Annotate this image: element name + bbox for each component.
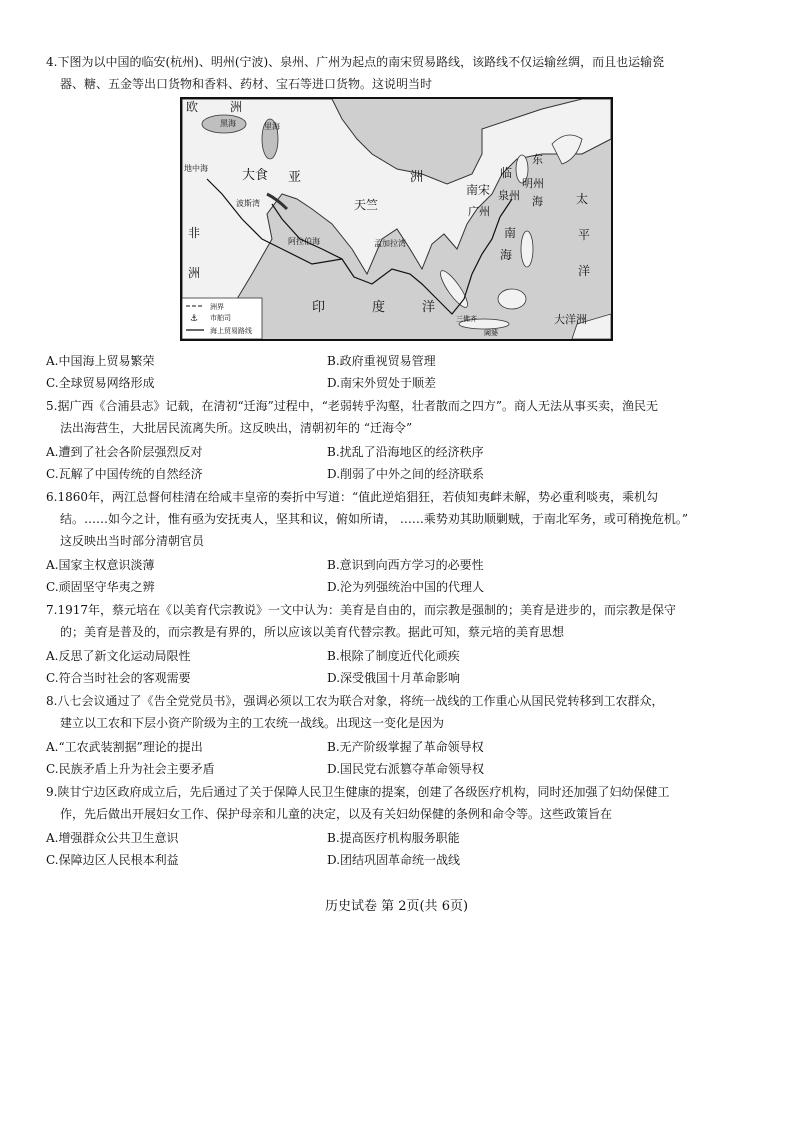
q8-option-a[interactable]: A.“工农武装割据”理论的提出 xyxy=(46,740,203,754)
label-asia-ya: 亚 xyxy=(288,170,302,185)
question-6-stem xyxy=(46,486,756,552)
label-lin: 临 xyxy=(500,166,513,180)
q7-option-a[interactable]: A.反思了新文化运动局限性 xyxy=(46,649,191,663)
label-pacific-tai: 太 xyxy=(576,192,589,206)
q4-option-a[interactable]: A.中国海上贸易繁荣 xyxy=(46,354,155,368)
label-persian-gulf: 波斯湾 xyxy=(236,199,260,208)
anchor-icon: ⚓ xyxy=(190,314,199,324)
label-black-sea: 黑海 xyxy=(220,119,236,128)
label-pacific-ping: 平 xyxy=(578,228,591,242)
legend-boundary: 洲界 xyxy=(210,303,224,311)
question-9-options-row-1 xyxy=(46,827,756,849)
question-8-line-1: 8.八七会议通过了《告全党党员书》，强调必须以工农为联合对象，将统一战线的工作重心从国民党转移到工农群众， xyxy=(46,694,664,708)
label-arabian-sea: 阿拉伯海 xyxy=(288,237,320,246)
label-europe-zhou: 洲 xyxy=(230,100,243,114)
q9-option-b[interactable]: B.提高医疗机构服务职能 xyxy=(327,831,460,845)
label-oceania: 大洋洲 xyxy=(554,313,587,326)
label-quanzhou: 泉州 xyxy=(498,189,520,202)
q7-option-b[interactable]: B.根除了制度近代化顽疾 xyxy=(327,649,460,663)
question-7-line-1: 7.1917年，蔡元培在《以美育代宗教说》一文中认为：美育是自由的，而宗教是强制的；美育是进步的，而宗教是保守 xyxy=(46,603,676,617)
q5-option-a[interactable]: A.遭到了社会各阶层强烈反对 xyxy=(46,445,203,459)
question-6-line-3: 这反映出当时部分清朝官员 xyxy=(60,534,205,548)
question-4-stem xyxy=(46,51,756,95)
q6-option-a[interactable]: A.国家主权意识淡薄 xyxy=(46,558,155,572)
q4-option-b[interactable]: B.政府重视贸易管理 xyxy=(327,354,436,368)
question-7-options-row-1 xyxy=(46,645,756,667)
question-8-options-row-1 xyxy=(46,736,756,758)
question-6-options-row-1 xyxy=(46,554,756,576)
question-5-line-1: 5.据广西《合浦县志》记载，在清初“迁海”过程中，“老弱转乎沟壑，壮者散而之四方”。商人无法从事买卖，渔民无 xyxy=(46,399,658,413)
question-6-options-row-2 xyxy=(46,576,756,598)
map-svg xyxy=(182,99,611,339)
label-shepo: 阇婆 xyxy=(484,329,498,337)
q8-option-c[interactable]: C.民族矛盾上升为社会主要矛盾 xyxy=(46,762,215,776)
q5-option-c[interactable]: C.瓦解了中国传统的自然经济 xyxy=(46,467,203,481)
q7-option-c[interactable]: C.符合当时社会的客观需要 xyxy=(46,671,191,685)
question-4-options-row-2 xyxy=(46,372,756,394)
label-nansong: 南宋 xyxy=(466,183,491,197)
question-7-line-2: 的；美育是普及的，而宗教是有界的，所以应该以美育代替宗教。据此可知，蔡元培的美育思想 xyxy=(60,625,565,639)
q6-option-d[interactable]: D.沦为列强统治中国的代理人 xyxy=(327,580,485,594)
label-dashi: 大食 xyxy=(242,168,269,183)
label-sanfoqi: 三佛齐 xyxy=(456,315,477,323)
question-5-line-2: 法出海营生，大批居民流离失所。这反映出，清朝初年的 “迁海令” xyxy=(60,421,413,435)
legend-route: 海上贸易路线 xyxy=(210,327,252,335)
question-5-stem xyxy=(46,395,756,439)
trade-route-map xyxy=(180,97,613,341)
q9-option-d[interactable]: D.团结巩固革命统一战线 xyxy=(327,853,461,867)
question-6-line-1: 6.1860年，两江总督何桂清在给咸丰皇帝的奏折中写道：“值此逆焰猖狂，若侦知夷衅未解，势必重利啖夷，乘机勾 xyxy=(46,490,659,504)
question-8-line-2: 建立以工农和下层小资产阶级为主的工农统一战线。出现这一变化是因为 xyxy=(60,716,445,730)
label-south-sea-hai: 海 xyxy=(500,248,513,262)
q4-option-d[interactable]: D.南宋外贸处于顺差 xyxy=(327,376,437,390)
q9-option-c[interactable]: C.保障边区人民根本利益 xyxy=(46,853,179,867)
label-south-sea-nan: 南 xyxy=(504,226,517,240)
question-7-stem xyxy=(46,599,756,643)
label-asia-zhou: 洲 xyxy=(410,170,424,185)
label-europe-ou: 欧 xyxy=(186,100,199,114)
question-9-line-2: 作，先后做出开展妇女工作、保护母亲和儿童的决定，以及有关妇幼保健的条例和命令等。这些政策旨在 xyxy=(60,807,613,821)
question-4-options-row-1 xyxy=(46,350,756,372)
question-5-options-row-2 xyxy=(46,463,756,485)
q6-option-b[interactable]: B.意识到向西方学习的必要性 xyxy=(327,558,484,572)
page-footer: 历史试卷 第 2页(共 6页) xyxy=(324,899,469,914)
question-5-options-row-1 xyxy=(46,441,756,463)
q4-option-c[interactable]: C.全球贸易网络形成 xyxy=(46,376,155,390)
label-indian-ocean-yin: 印 xyxy=(312,300,326,315)
q8-option-d[interactable]: D.国民党右派篡夺革命领导权 xyxy=(327,762,485,776)
label-tianzhu: 天竺 xyxy=(354,198,379,212)
q8-option-b[interactable]: B.无产阶级掌握了革命领导权 xyxy=(327,740,484,754)
q6-option-c[interactable]: C.顽固坚守华夷之辨 xyxy=(46,580,155,594)
label-east-sea-hai: 海 xyxy=(532,195,543,208)
question-4-line-1: 4.下图为以中国的临安(杭州)、明州(宁波)、泉州、广州为起点的南宋贸易路线，该路线不仅运输丝绸，而且也运输瓷 xyxy=(46,55,665,69)
question-6-line-2: 结。……如今之计，惟有亟为安抚夷人，坚其和议，俯如所请， ……乘势劝其助顺剿贼，于南北军务，或可稍挽危机。” xyxy=(60,512,688,526)
label-mingzhou: 明州 xyxy=(522,177,544,190)
question-9-line-1: 9.陕甘宁边区政府成立后，先后通过了关于保障人民卫生健康的提案，创建了各级医疗机构，同时还加强了妇幼保健工 xyxy=(46,785,670,799)
label-africa-fei: 非 xyxy=(188,226,201,240)
q5-option-b[interactable]: B.扰乱了沿海地区的经济秩序 xyxy=(327,445,484,459)
label-indian-ocean-du: 度 xyxy=(372,300,386,315)
legend-shibosi: 市舶司 xyxy=(210,314,231,322)
label-mediterranean: 地中海 xyxy=(184,164,208,173)
label-indian-ocean-yang: 洋 xyxy=(422,300,436,315)
label-pacific-yang: 洋 xyxy=(578,264,591,278)
q5-option-d[interactable]: D.削弱了中外之间的经济联系 xyxy=(327,467,485,481)
q9-option-a[interactable]: A.增强群众公共卫生意识 xyxy=(46,831,179,845)
map-legend xyxy=(182,298,262,339)
question-4-line-2: 器、糖、五金等出口货物和香料、药材、宝石等进口货物。这说明当时 xyxy=(60,77,433,91)
question-7-options-row-2 xyxy=(46,667,756,689)
label-caspian-sea: 里海 xyxy=(264,122,280,131)
label-bay-of-bengal: 孟加拉湾 xyxy=(374,239,406,248)
question-9-stem xyxy=(46,781,756,825)
question-9-options-row-2 xyxy=(46,849,756,871)
q7-option-d[interactable]: D.深受俄国十月革命影响 xyxy=(327,671,461,685)
label-east-sea-dong: 东 xyxy=(532,153,543,166)
label-guangzhou: 广州 xyxy=(468,205,490,218)
question-8-stem xyxy=(46,690,756,734)
question-8-options-row-2 xyxy=(46,758,756,780)
label-africa-zhou: 洲 xyxy=(188,266,201,280)
